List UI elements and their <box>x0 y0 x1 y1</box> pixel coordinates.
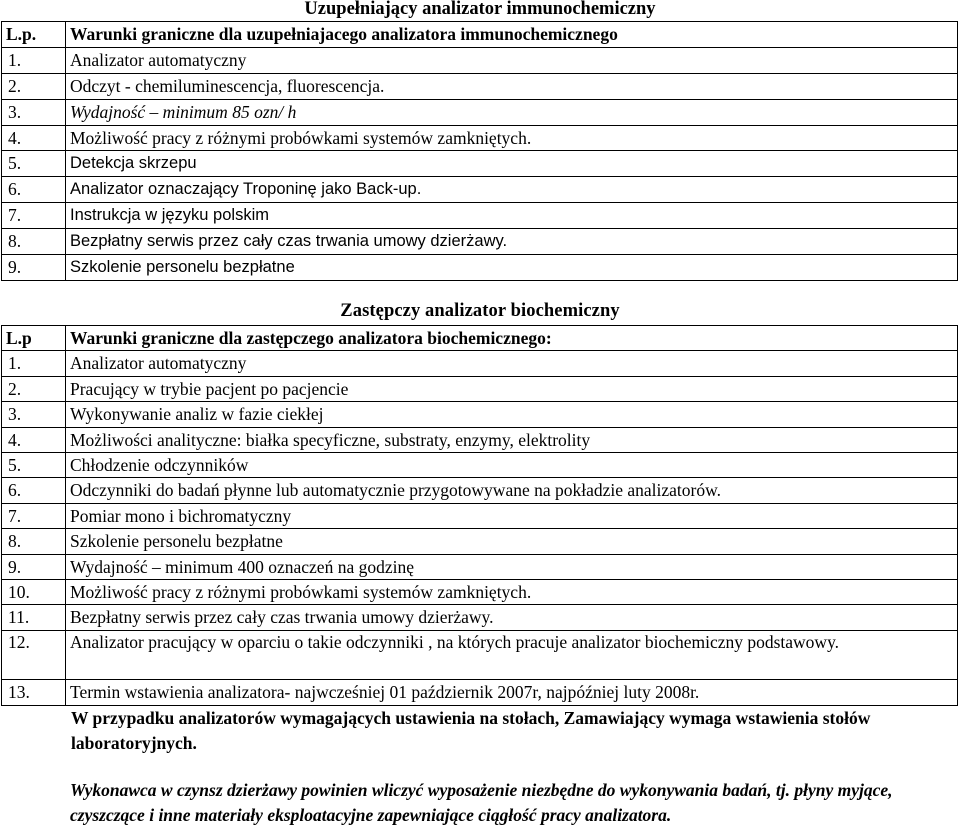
table-row <box>2 680 958 705</box>
row-text: Bezpłatny serwis przez cały czas trwania umowy dzierżawy. <box>66 229 958 255</box>
row-number: 6. <box>2 478 66 503</box>
table-row <box>2 376 958 401</box>
table-row <box>2 73 958 99</box>
row-number: 6. <box>2 177 66 203</box>
row-text: Możliwości analityczne: białka specyficzne, substraty, enzymy, elektrolity <box>66 427 958 452</box>
row-number: 11. <box>2 605 66 630</box>
table-row <box>2 125 958 151</box>
lp-header: L.p <box>2 326 66 351</box>
table-header-row <box>2 326 958 351</box>
row-number: 2. <box>2 73 66 99</box>
table-row <box>2 99 958 125</box>
table-row <box>2 452 958 477</box>
row-number: 8. <box>2 229 66 255</box>
row-number: 13. <box>2 680 66 705</box>
table-row <box>2 605 958 630</box>
row-number: 7. <box>2 203 66 229</box>
tables-requirement-note: W przypadku analizatorów wymagających ustawienia na stołach, Zamawiający wymaga wstawienia stołów laboratoryjnych. <box>71 708 871 753</box>
table-row <box>2 151 958 177</box>
row-number: 3. <box>2 99 66 125</box>
row-number: 9. <box>2 255 66 281</box>
row-text: Szkolenie personelu bezpłatne <box>66 529 958 554</box>
table-row <box>2 351 958 376</box>
table-row <box>2 427 958 452</box>
row-number: 5. <box>2 452 66 477</box>
row-number: 2. <box>2 376 66 401</box>
table-row <box>2 478 958 503</box>
table-row <box>2 203 958 229</box>
row-text: Odczynniki do badań płynne lub automatycznie przygotowywane na pokładzie analizatorów. <box>66 478 958 503</box>
section2-title: Zastępczy analizator biochemiczny <box>340 301 620 321</box>
table-row <box>2 529 958 554</box>
table-row <box>2 503 958 528</box>
row-text: Analizator automatyczny <box>66 351 958 376</box>
row-text: Pracujący w trybie pacjent po pacjencie <box>66 376 958 401</box>
row-text: Możliwość pracy z różnymi probówkami systemów zamkniętych. <box>66 579 958 604</box>
row-text: Detekcja skrzepu <box>66 151 958 177</box>
table-row <box>2 579 958 604</box>
table-row <box>2 177 958 203</box>
table-row <box>2 554 958 579</box>
row-number: 4. <box>2 125 66 151</box>
section2-table <box>1 325 958 706</box>
row-text: Wydajność – minimum 400 oznaczeń na godzinę <box>66 554 958 579</box>
row-number: 7. <box>2 503 66 528</box>
table-row <box>2 47 958 73</box>
row-text: Analizator automatyczny <box>66 47 958 73</box>
row-text: Pomiar mono i bichromatyczny <box>66 503 958 528</box>
row-text: Możliwość pracy z różnymi probówkami systemów zamkniętych. <box>66 125 958 151</box>
row-text: Analizator pracujący w oparciu o takie odczynniki , na których pracuje analizator biochemiczny podstawowy. <box>66 630 958 680</box>
row-number: 10. <box>2 579 66 604</box>
row-number: 5. <box>2 151 66 177</box>
row-text: Wykonywanie analiz w fazie ciekłej <box>66 402 958 427</box>
row-text: Wydajność – minimum 85 ozn/ h <box>66 99 958 125</box>
row-number: 8. <box>2 529 66 554</box>
conditions-header: Warunki graniczne dla zastępczego analizatora biochemicznego: <box>66 326 958 351</box>
table-row <box>2 229 958 255</box>
row-text: Szkolenie personelu bezpłatne <box>66 255 958 281</box>
row-text: Bezpłatny serwis przez cały czas trwania umowy dzierżawy. <box>66 605 958 630</box>
row-number: 1. <box>2 47 66 73</box>
row-text: Instrukcja w języku polskim <box>66 203 958 229</box>
table-header-row <box>2 22 958 48</box>
section1-table <box>1 21 958 281</box>
lease-equipment-note: Wykonawca w czynsz dzierżawy powinien wliczyć wyposażenie niezbędne do wykonywania badań, tj. płyny myjące, czyszczące i inne materiały eksploatacyjne zapewniające ciągłość pracy analizatora. <box>70 780 893 825</box>
row-text: Chłodzenie odczynników <box>66 452 958 477</box>
table-row <box>2 630 958 680</box>
row-number: 12. <box>2 630 66 680</box>
table-row <box>2 255 958 281</box>
row-text: Analizator oznaczający Troponinę jako Back-up. <box>66 177 958 203</box>
row-number: 4. <box>2 427 66 452</box>
row-number: 1. <box>2 351 66 376</box>
row-text: Termin wstawienia analizatora- najwcześniej 01 październik 2007r, najpóźniej luty 2008r. <box>66 680 958 705</box>
section1-title: Uzupełniający analizator immunochemiczny <box>304 0 656 19</box>
lp-header: L.p. <box>2 22 66 48</box>
row-number: 3. <box>2 402 66 427</box>
conditions-header: Warunki graniczne dla uzupełniajacego analizatora immunochemicznego <box>66 22 958 48</box>
row-text: Odczyt - chemiluminescencja, fluorescencja. <box>66 73 958 99</box>
table-row <box>2 402 958 427</box>
row-number: 9. <box>2 554 66 579</box>
